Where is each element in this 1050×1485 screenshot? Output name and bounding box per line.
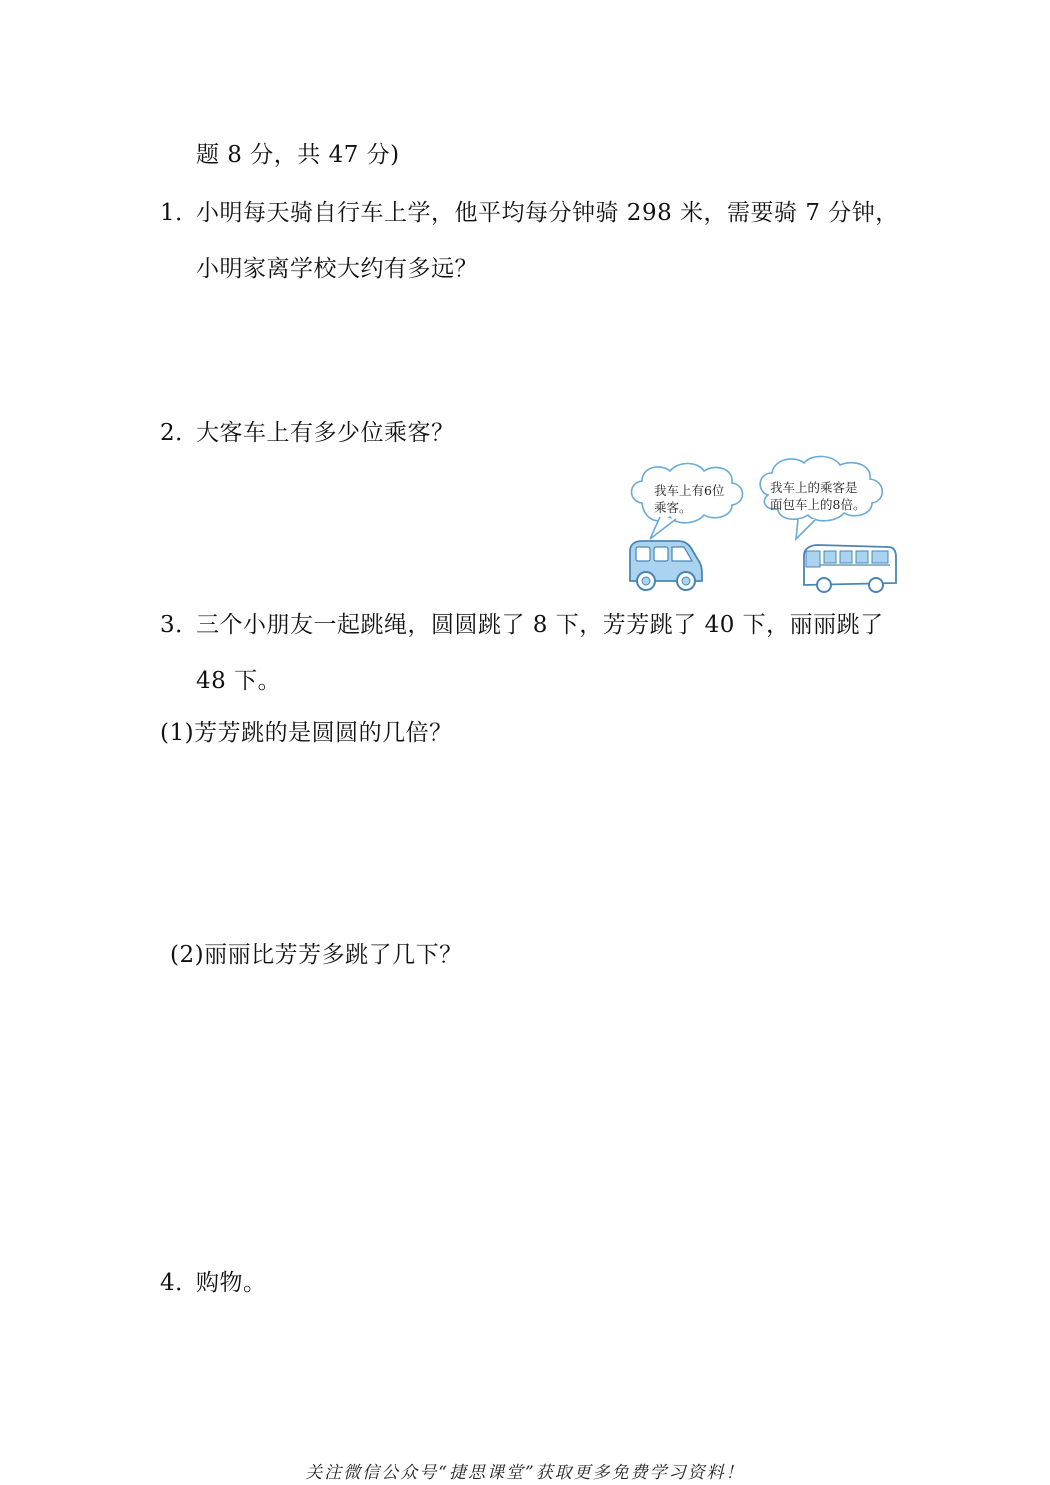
question-3-text-line2: 48 下。 bbox=[196, 668, 282, 694]
van-speech-line2: 乘客。 bbox=[654, 500, 692, 515]
header-continuation: 题 8 分，共 47 分) bbox=[196, 142, 400, 168]
van-speech-text bbox=[654, 482, 724, 516]
question-3-number: 3． bbox=[160, 612, 199, 638]
question-3-sub-2: (2)丽丽比芳芳多跳了几下？ bbox=[170, 942, 463, 968]
bus-speech-line1: 我车上的乘客是 bbox=[770, 480, 858, 495]
vehicle-illustration bbox=[620, 455, 910, 595]
van-icon bbox=[630, 541, 702, 590]
question-1 bbox=[160, 198, 899, 228]
bus-speech-text bbox=[770, 479, 865, 513]
question-1-number: 1． bbox=[160, 200, 199, 226]
question-1-text-line1: 小明每天骑自行车上学，他平均每分钟骑 298 米，需要骑 7 分钟， bbox=[196, 200, 899, 226]
van-speech-line1: 我车上有6位 bbox=[654, 483, 725, 498]
question-3-sub-1: (1)芳芳跳的是圆圆的几倍？ bbox=[160, 720, 453, 746]
question-4-number: 4． bbox=[160, 1270, 199, 1296]
bus-speech-line2: 面包车上的8倍。 bbox=[770, 497, 866, 512]
bus-icon bbox=[804, 545, 896, 592]
question-4 bbox=[160, 1268, 267, 1298]
question-2 bbox=[160, 418, 455, 448]
footer-watermark: 关注微信公众号“捷思课堂”获取更多免费学习资料！ bbox=[305, 1463, 745, 1483]
question-4-text: 购物。 bbox=[196, 1270, 267, 1296]
question-3-text-line1: 三个小朋友一起跳绳，圆圆跳了 8 下，芳芳跳了 40 下，丽丽跳了 bbox=[196, 612, 884, 638]
question-3 bbox=[160, 610, 884, 640]
question-2-text: 大客车上有多少位乘客？ bbox=[196, 420, 455, 446]
vehicle-drawing bbox=[620, 455, 910, 595]
question-2-number: 2． bbox=[160, 420, 199, 446]
question-1-text-line2: 小明家离学校大约有多远？ bbox=[196, 256, 478, 282]
